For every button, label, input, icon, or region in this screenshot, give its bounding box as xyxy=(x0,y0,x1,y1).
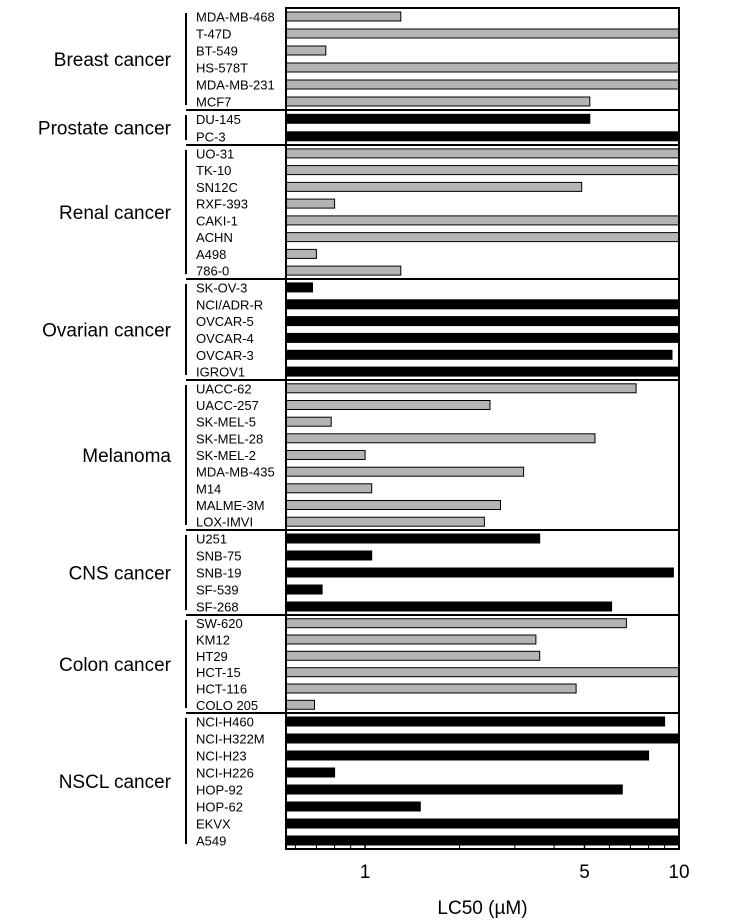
cell-line-label: SF-268 xyxy=(196,599,239,615)
cell-line-label: SW-620 xyxy=(196,616,243,632)
bar-snb-19 xyxy=(286,568,673,577)
bar-mda-mb-231 xyxy=(286,80,679,89)
bar-hs-578t xyxy=(286,63,679,72)
cell-line-label: ACHN xyxy=(196,230,233,246)
cell-line-label: NCI-H322M xyxy=(196,731,265,747)
bar-sk-mel-2 xyxy=(286,451,365,460)
x-tick-label: 1 xyxy=(359,862,371,883)
bar-sw-620 xyxy=(286,619,626,628)
bar-colo-205 xyxy=(286,700,315,709)
cell-line-label: MALME-3M xyxy=(196,498,265,513)
bar-a549 xyxy=(286,836,679,845)
bar-caki-1 xyxy=(286,216,679,225)
cell-line-label: U251 xyxy=(196,531,228,547)
cell-line-label: NCI-H23 xyxy=(196,748,247,764)
bar-sk-ov-3 xyxy=(286,283,313,292)
cell-line-label: UO-31 xyxy=(196,146,235,162)
cell-line-label: A549 xyxy=(196,833,227,849)
cell-line-label: NCI-H460 xyxy=(196,714,254,730)
cell-line-label: CAKI-1 xyxy=(196,213,238,229)
cell-line-label: BT-549 xyxy=(196,43,238,59)
bar-786-0 xyxy=(286,266,401,275)
bar-achn xyxy=(286,233,679,242)
bar-lox-imvi xyxy=(286,517,484,526)
x-tick-label: 5 xyxy=(579,862,590,883)
cell-line-label: MDA-MB-231 xyxy=(196,77,275,93)
cell-line-label: SF-539 xyxy=(196,582,239,598)
cell-line-label: OVCAR-4 xyxy=(196,330,254,346)
bar-tk-10 xyxy=(286,166,679,175)
cell-line-label: HT29 xyxy=(196,648,228,664)
cell-line-label: OVCAR-5 xyxy=(196,314,254,330)
cell-line-label: NCI-H226 xyxy=(196,765,254,781)
bar-mcf7 xyxy=(286,97,590,106)
group-label: Renal cancer xyxy=(59,203,171,224)
bar-bt-549 xyxy=(286,46,326,55)
cell-line-label: UACC-257 xyxy=(196,398,259,413)
cell-line-label: RXF-393 xyxy=(196,196,249,212)
group-label: Breast cancer xyxy=(53,50,171,71)
cell-line-label: MDA-MB-468 xyxy=(196,9,275,25)
bar-uacc-257 xyxy=(286,401,490,410)
group-label: Prostate cancer xyxy=(37,118,171,140)
group-label: Ovarian cancer xyxy=(42,320,171,342)
cell-line-label: OVCAR-3 xyxy=(196,347,254,363)
cell-line-label: DU-145 xyxy=(196,111,241,127)
bar-hop-92 xyxy=(286,785,622,794)
cell-line-label: KM12 xyxy=(196,632,230,648)
cell-line-label: SK-MEL-28 xyxy=(196,431,264,447)
bar-nci-h23 xyxy=(286,751,649,760)
bar-ovcar-3 xyxy=(286,350,672,359)
bar-sk-mel-5 xyxy=(286,417,331,426)
cell-line-label: TK-10 xyxy=(196,163,232,179)
bar-snb-75 xyxy=(286,551,372,560)
cell-line-label: SK-MEL-5 xyxy=(196,414,256,430)
bar-mda-mb-435 xyxy=(286,467,524,476)
cell-line-label: SK-MEL-2 xyxy=(196,448,256,463)
bar-rxf-393 xyxy=(286,199,335,208)
cell-line-label: HS-578T xyxy=(196,60,249,76)
bar-ht29 xyxy=(286,651,540,660)
bar-mda-mb-468 xyxy=(286,12,401,21)
bar-nci-adr-r xyxy=(286,300,679,309)
cell-line-label: A498 xyxy=(196,246,227,262)
cell-line-label: IGROV1 xyxy=(196,364,246,380)
group-label: Melanoma xyxy=(82,446,171,467)
bar-u251 xyxy=(286,534,540,543)
bar-du-145 xyxy=(286,114,590,123)
cell-line-label: T-47D xyxy=(196,26,232,42)
bar-hct-116 xyxy=(286,684,576,693)
bar-ovcar-4 xyxy=(286,333,679,342)
bar-a498 xyxy=(286,249,316,258)
x-tick-label: 10 xyxy=(668,862,690,883)
bar-uo-31 xyxy=(286,149,679,158)
bar-hop-62 xyxy=(286,802,420,811)
cell-line-label: HOP-92 xyxy=(196,782,243,798)
bar-sk-mel-28 xyxy=(286,434,595,443)
bar-pc-3 xyxy=(286,132,679,141)
cell-line-label: MDA-MB-435 xyxy=(196,464,275,480)
cell-line-label: SNB-75 xyxy=(196,548,242,564)
bar-hct-15 xyxy=(286,668,679,677)
group-label: CNS cancer xyxy=(68,563,171,585)
cell-line-label: UACC-62 xyxy=(196,381,252,397)
cell-line-label: COLO 205 xyxy=(196,697,259,713)
bar-sf-539 xyxy=(286,585,322,594)
bar-t-47d xyxy=(286,29,679,38)
group-label: NSCL cancer xyxy=(58,772,171,793)
cell-line-label: MCF7 xyxy=(196,94,232,110)
group-label: Colon cancer xyxy=(59,655,171,676)
bar-uacc-62 xyxy=(286,384,636,393)
cell-line-label: PC-3 xyxy=(196,129,226,145)
bar-sf-268 xyxy=(286,602,612,611)
bar-km12 xyxy=(286,635,536,644)
cell-line-label: SNB-19 xyxy=(196,565,242,581)
bar-ekvx xyxy=(286,819,679,828)
bar-malme-3m xyxy=(286,501,501,510)
x-axis-label: LC50 (µM) xyxy=(437,898,528,919)
bar-igrov1 xyxy=(286,367,679,376)
cell-line-label: HOP-62 xyxy=(196,799,243,815)
cell-line-label: HCT-15 xyxy=(196,665,241,681)
cell-line-label: SK-OV-3 xyxy=(196,280,248,296)
cell-line-label: NCI/ADR-R xyxy=(196,297,264,313)
bar-sn12c xyxy=(286,182,582,191)
bar-nci-h460 xyxy=(286,717,665,726)
cell-line-label: LOX-IMVI xyxy=(196,514,254,530)
cell-line-label: HCT-116 xyxy=(196,681,248,697)
cell-line-label: SN12C xyxy=(196,179,238,195)
bar-nci-h322m xyxy=(286,734,679,743)
cell-line-label: M14 xyxy=(196,481,222,497)
cell-line-label: 786-0 xyxy=(196,263,230,279)
bar-nci-h226 xyxy=(286,768,335,777)
bar-m14 xyxy=(286,484,372,493)
bar-ovcar-5 xyxy=(286,317,679,326)
cell-line-label: EKVX xyxy=(196,816,231,832)
